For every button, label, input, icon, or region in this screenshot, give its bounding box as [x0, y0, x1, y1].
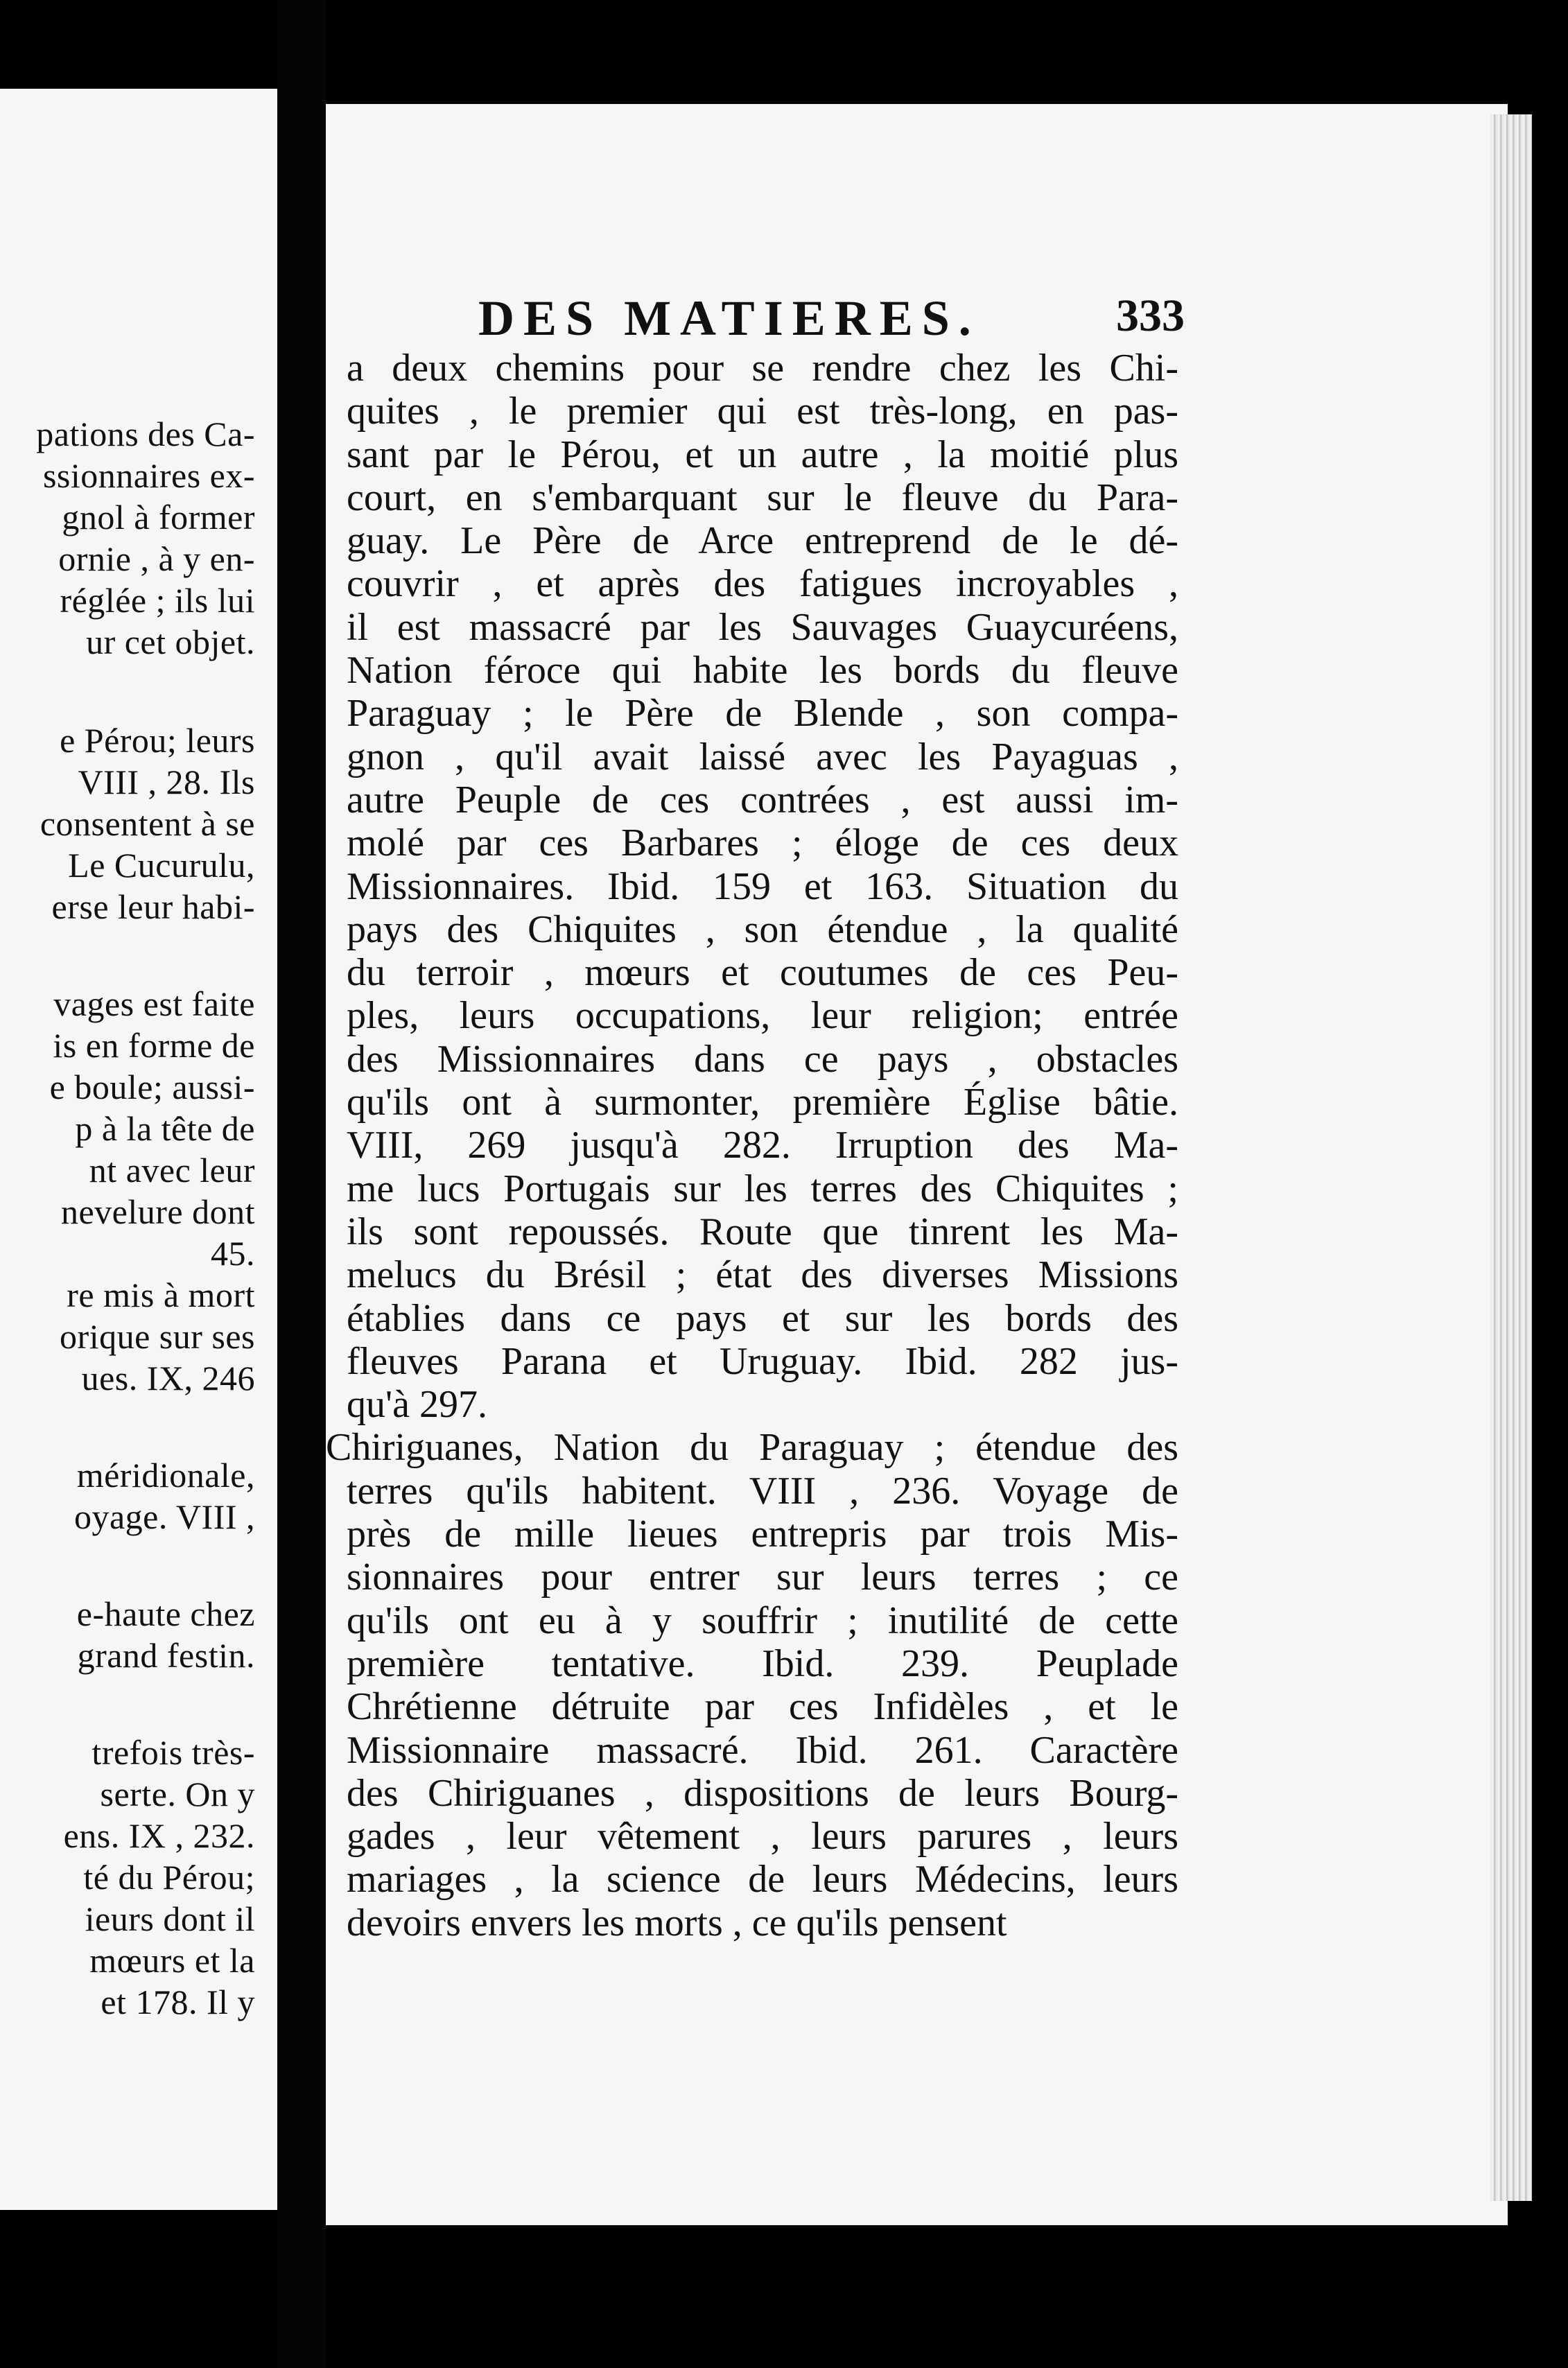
- page-number: 333: [1116, 290, 1185, 341]
- body-line: ples, leurs occupations, leur religion; entrée: [347, 994, 1178, 1038]
- left-page-line: is en forme de: [53, 1026, 255, 1065]
- left-page-line: e Pérou; leurs: [60, 721, 255, 760]
- body-line: me lucs Portugais sur les terres des Chiquites ;: [347, 1167, 1178, 1210]
- body-line: gades , leur vêtement , leurs parures , leurs: [347, 1815, 1178, 1858]
- body-line: qu'ils ont eu à y souffrir ; inutilité de cette: [347, 1599, 1178, 1642]
- left-page-line: ssionnaires ex-: [42, 456, 255, 495]
- left-page-line: ieurs dont il: [85, 1899, 255, 1938]
- left-page-line: vages est faite: [53, 984, 255, 1023]
- left-page-line: réglée ; ils lui: [60, 581, 255, 620]
- left-page-line: VIII , 28. Ils: [78, 763, 255, 801]
- left-page-line: méridionale,: [76, 1456, 255, 1495]
- body-line: pays des Chiquites , son étendue , la qualité: [347, 907, 1178, 951]
- body-line: des Missionnaires dans ce pays , obstacles: [347, 1037, 1178, 1081]
- left-page-line: gnol à former: [62, 498, 255, 537]
- body-line: Missionnaires. Ibid. 159 et 163. Situation du: [347, 864, 1178, 908]
- left-page-line: trefois très-: [92, 1733, 255, 1772]
- left-page-line: oyage. VIII ,: [73, 1497, 255, 1536]
- body-line: mariages , la science de leurs Médecins, leurs: [347, 1858, 1178, 1901]
- running-title: DES MATIERES.: [478, 290, 980, 346]
- body-line: guay. Le Père de Arce entreprend de le dé-: [347, 519, 1178, 563]
- left-page: [0, 89, 277, 2210]
- body-line: Missionnaire massacré. Ibid. 261. Caractère: [347, 1728, 1178, 1772]
- left-page-line: grand festin.: [77, 1636, 255, 1675]
- left-page-line: Le Cucurulu,: [68, 846, 255, 885]
- left-page-line: nevelure dont: [60, 1192, 255, 1231]
- body-line: fleuves Parana et Uruguay. Ibid. 282 jus-: [347, 1339, 1178, 1383]
- body-line: molé par ces Barbares ; éloge de ces deux: [347, 821, 1178, 865]
- left-page-line: ens. IX , 232.: [63, 1816, 255, 1855]
- body-line: Chiriguanes, Nation du Paraguay ; étendue des: [326, 1426, 1178, 1470]
- body-line: des Chiriguanes , dispositions de leurs Bourg-: [347, 1771, 1178, 1815]
- body-line: ils sont repoussés. Route que tinrent les Ma-: [347, 1210, 1178, 1253]
- body-line: melucs du Brésil ; état des diverses Missions: [347, 1253, 1178, 1297]
- body-line: VIII, 269 jusqu'à 282. Irruption des Ma-: [347, 1124, 1178, 1167]
- body-line: autre Peuple de ces contrées , est aussi im-: [347, 778, 1178, 821]
- page-header: [478, 290, 1241, 345]
- index-text: [326, 347, 1178, 1944]
- body-line: couvrir , et après des fatigues incroyables ,: [347, 562, 1178, 606]
- left-page-line: té du Pérou;: [83, 1858, 255, 1897]
- body-line: quites , le premier qui est très-long, en pas-: [347, 390, 1178, 433]
- left-page-line: et 178. Il y: [101, 1983, 255, 2021]
- left-page-line: ornie , à y en-: [58, 539, 255, 578]
- body-line: Nation féroce qui habite les bords du fleuve: [347, 649, 1178, 693]
- body-line: première tentative. Ibid. 239. Peuplade: [347, 1642, 1178, 1685]
- left-page-line: consentent à se: [40, 804, 255, 843]
- left-page-line: ur cet objet.: [86, 623, 255, 661]
- left-page-line: orique sur ses: [60, 1317, 255, 1356]
- body-line: gnon , qu'il avait laissé avec les Payaguas ,: [347, 735, 1178, 778]
- left-page-line: ues. IX, 246: [81, 1359, 255, 1398]
- body-line: devoirs envers les morts , ce qu'ils pensent: [347, 1901, 1007, 1944]
- left-page-line: mœurs et la: [89, 1941, 255, 1980]
- body-line: qu'ils ont à surmonter, première Église bâtie.: [347, 1081, 1178, 1124]
- body-line: Paraguay ; le Père de Blende , son compa-: [347, 692, 1178, 735]
- left-page-line: serte. On y: [100, 1775, 255, 1813]
- body-line: sionnaires pour entrer sur leurs terres ; ce: [347, 1556, 1178, 1599]
- body-line: il est massacré par les Sauvages Guaycuréens,: [347, 605, 1178, 649]
- body-line: Chrétienne détruite par ces Infidèles , et le: [347, 1685, 1178, 1729]
- body-line: sant par le Pérou, et un autre , la moitié plus: [347, 433, 1178, 476]
- left-page-line: erse leur habi-: [51, 887, 255, 926]
- body-line: qu'à 297.: [347, 1383, 487, 1427]
- left-page-line: pations des Ca-: [36, 415, 255, 453]
- body-line: terres qu'ils habitent. VIII , 236. Voyage de: [347, 1469, 1178, 1513]
- body-line: établies dans ce pays et sur les bords des: [347, 1296, 1178, 1340]
- left-page-line: p à la tête de: [75, 1109, 255, 1148]
- body-line: court, en s'embarquant sur le fleuve du Para-: [347, 476, 1178, 519]
- body-line: près de mille lieues entrepris par trois Mis-: [347, 1513, 1178, 1556]
- left-page-line: re mis à mort: [67, 1276, 255, 1314]
- body-line: a deux chemins pour se rendre chez les Chi-: [347, 347, 1178, 390]
- book-gutter: [277, 0, 326, 2368]
- left-page-line: 45.: [211, 1234, 255, 1273]
- body-line: du terroir , mœurs et coutumes de ces Peu-: [347, 951, 1178, 995]
- left-page-line: e-haute chez: [76, 1594, 255, 1633]
- page-edges: [1490, 114, 1532, 2201]
- left-page-line: e boule; aussi-: [49, 1068, 255, 1106]
- left-page-line: nt avec leur: [89, 1151, 255, 1190]
